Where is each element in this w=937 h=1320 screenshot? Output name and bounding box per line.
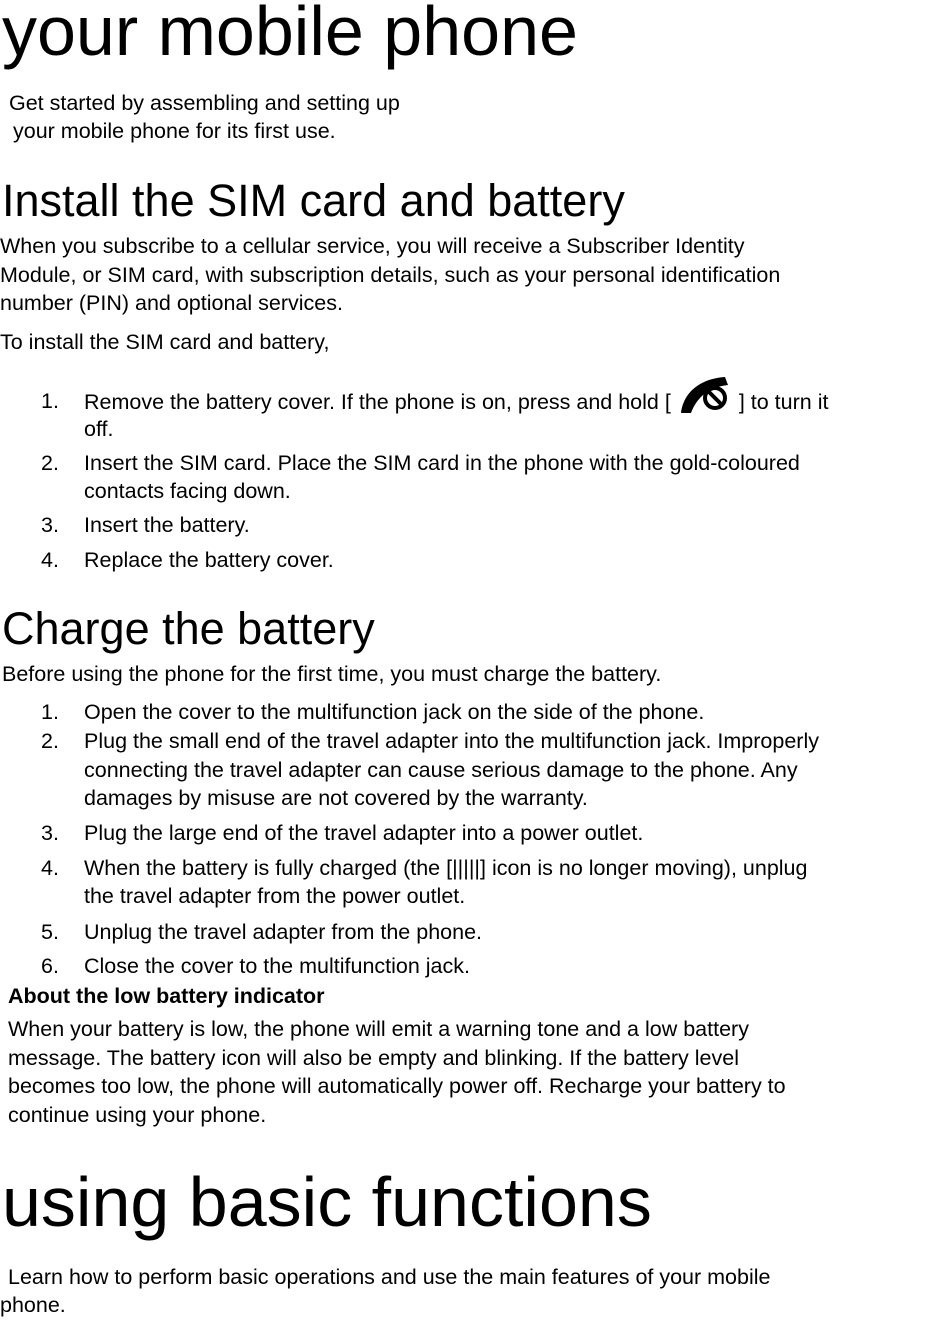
- step-text: Open the cover to the multifunction jack on the side of the phone.: [84, 700, 705, 724]
- step-text: Unplug the travel adapter from the phone.: [84, 920, 483, 944]
- subsection-title-low-battery: About the low battery indicator: [8, 984, 325, 1008]
- chapter-intro-line: Get started by assembling and setting up: [9, 91, 400, 115]
- section-title-install-sim: Install the SIM card and battery: [2, 175, 625, 226]
- step-number: 6.: [41, 954, 59, 978]
- step-text: [84, 373, 828, 424]
- chapter-intro-line: Learn how to perform basic operations and use the main features of your mobile: [8, 1265, 771, 1289]
- paragraph-line: Module, or SIM card, with subscription details, such as your personal identification: [0, 263, 781, 287]
- step-number: 2.: [41, 451, 59, 475]
- step-text: When the battery is fully charged (the [|||||] icon is no longer moving), unplug: [84, 856, 808, 880]
- step-number: 3.: [41, 513, 59, 537]
- paragraph-line: becomes too low, the phone will automatically power off. Recharge your battery to: [8, 1074, 786, 1098]
- step-text: Insert the battery.: [84, 513, 250, 537]
- chapter-intro-line: phone.: [0, 1293, 66, 1317]
- step-number: 4.: [41, 856, 59, 880]
- step-number: 1.: [41, 389, 59, 413]
- step-text-continued: connecting the travel adapter can cause serious damage to the phone. Any: [84, 758, 798, 782]
- paragraph-line: number (PIN) and optional services.: [0, 291, 343, 315]
- end-call-key-icon: [675, 373, 735, 417]
- paragraph-line: When you subscribe to a cellular service, you will receive a Subscriber Identity: [0, 234, 745, 258]
- chapter-intro-line: your mobile phone for its first use.: [13, 119, 336, 143]
- step-number: 2.: [41, 729, 59, 753]
- step-text-part: ] to turn it: [738, 390, 829, 414]
- step-text: Replace the battery cover.: [84, 548, 334, 572]
- section-title-charge-battery: Charge the battery: [2, 603, 375, 654]
- step-number: 3.: [41, 821, 59, 845]
- lead-in-text: Before using the phone for the first time, you must charge the battery.: [2, 662, 662, 686]
- lead-in-text: To install the SIM card and battery,: [0, 330, 330, 354]
- step-text-continued: the travel adapter from the power outlet.: [84, 884, 466, 908]
- paragraph-line: continue using your phone.: [8, 1103, 267, 1127]
- step-text: Close the cover to the multifunction jack.: [84, 954, 470, 978]
- chapter-title-your-mobile-phone: your mobile phone: [2, 0, 578, 70]
- step-text-continued: damages by misuse are not covered by the warranty.: [84, 786, 588, 810]
- paragraph-line: message. The battery icon will also be empty and blinking. If the battery level: [8, 1046, 739, 1070]
- step-text-continued: contacts facing down.: [84, 479, 291, 503]
- step-number: 4.: [41, 548, 59, 572]
- step-text: Plug the large end of the travel adapter into a power outlet.: [84, 821, 644, 845]
- paragraph-line: When your battery is low, the phone will emit a warning tone and a low battery: [8, 1017, 749, 1041]
- step-number: 1.: [41, 700, 59, 724]
- step-text: Insert the SIM card. Place the SIM card in the phone with the gold-coloured: [84, 451, 800, 475]
- step-text: Plug the small end of the travel adapter into the multifunction jack. Improperly: [84, 729, 819, 753]
- step-number: 5.: [41, 920, 59, 944]
- chapter-title-using-basic-functions: using basic functions: [2, 1163, 652, 1241]
- step-text-continued: off.: [84, 417, 114, 441]
- step-text-part: Remove the battery cover. If the phone is on, press and hold [: [84, 390, 671, 414]
